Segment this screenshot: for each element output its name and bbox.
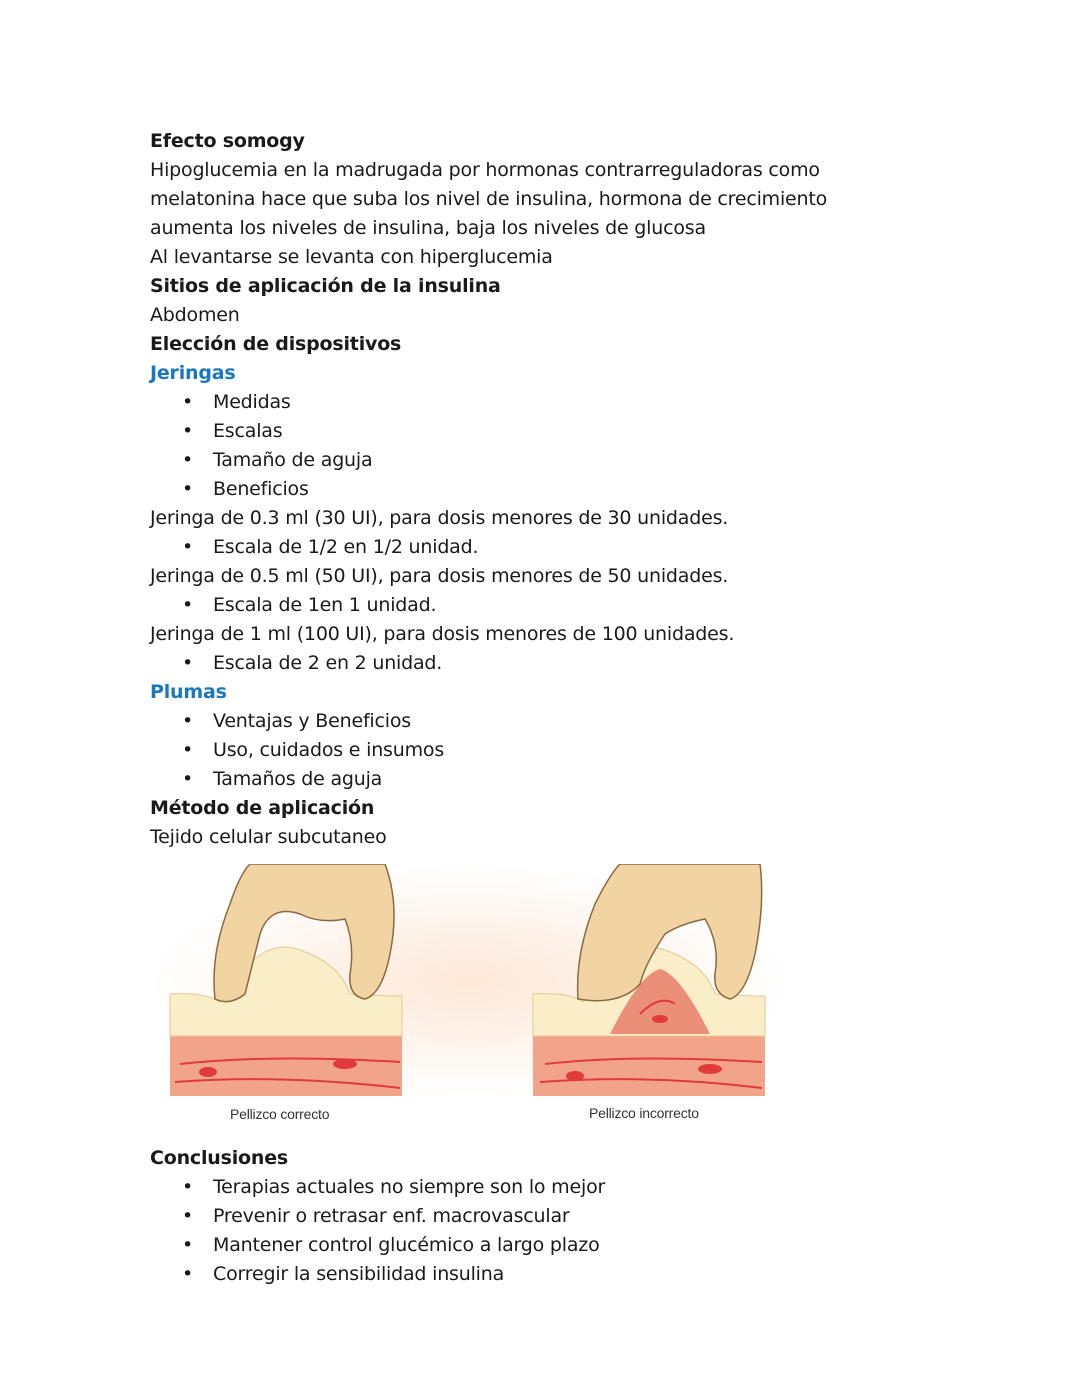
heading-metodo: Método de aplicación xyxy=(150,797,375,819)
list-item: • Mantener control glucémico a largo plazo xyxy=(150,1231,910,1260)
list-item: • Escalas xyxy=(150,417,910,446)
list-item: • Ventajas y Beneficios xyxy=(150,707,910,736)
heading-sitios: Sitios de aplicación de la insulina xyxy=(150,275,501,297)
heading-conclusiones: Conclusiones xyxy=(150,1147,289,1169)
list-item: • Escala de 1en 1 unidad. xyxy=(150,591,910,620)
document-body xyxy=(150,127,910,1289)
heading-jeringas: Jeringas xyxy=(150,362,236,384)
heading-plumas: Plumas xyxy=(150,681,227,703)
list-item: • Beneficios xyxy=(150,475,910,504)
syringe-type: Jeringa de 1 ml (100 UI), para dosis menores de 100 unidades. xyxy=(150,623,735,645)
pinch-illustration xyxy=(150,854,910,1144)
list-item: • Escala de 2 en 2 unidad. xyxy=(150,649,910,678)
list-item: • Terapias actuales no siempre son lo mejor xyxy=(150,1173,910,1202)
list-item: • Tamaño de aguja xyxy=(150,446,910,475)
heading-somogy: Efecto somogy xyxy=(150,130,305,152)
paragraph-line: Hipoglucemia en la madrugada por hormonas contrarreguladoras como xyxy=(150,159,820,181)
caption-incorrect: Pellizco incorrecto xyxy=(589,1105,699,1121)
list-item: • Escala de 1/2 en 1/2 unidad. xyxy=(150,533,910,562)
syringe-type: Jeringa de 0.3 ml (30 UI), para dosis menores de 30 unidades. xyxy=(150,507,729,529)
list-item: • Corregir la sensibilidad insulina xyxy=(150,1260,910,1289)
heading-eleccion: Elección de dispositivos xyxy=(150,333,402,355)
correct-pinch-image xyxy=(150,864,790,1099)
list-item: • Prevenir o retrasar enf. macrovascular xyxy=(150,1202,910,1231)
syringe-type: Jeringa de 0.5 ml (50 UI), para dosis menores de 50 unidades. xyxy=(150,565,729,587)
list-item: • Uso, cuidados e insumos xyxy=(150,736,910,765)
list-item: • Medidas xyxy=(150,388,910,417)
paragraph-line: melatonina hace que suba los nivel de insulina, hormona de crecimiento xyxy=(150,188,828,210)
paragraph-line: aumenta los niveles de insulina, baja los niveles de glucosa xyxy=(150,217,706,239)
caption-correct: Pellizco correcto xyxy=(230,1106,330,1122)
metodo-text: Tejido celular subcutaneo xyxy=(150,826,387,848)
list-item: • Tamaños de aguja xyxy=(150,765,910,794)
paragraph-line: Al levantarse se levanta con hiperglucemia xyxy=(150,246,553,268)
sitios-text: Abdomen xyxy=(150,304,240,326)
